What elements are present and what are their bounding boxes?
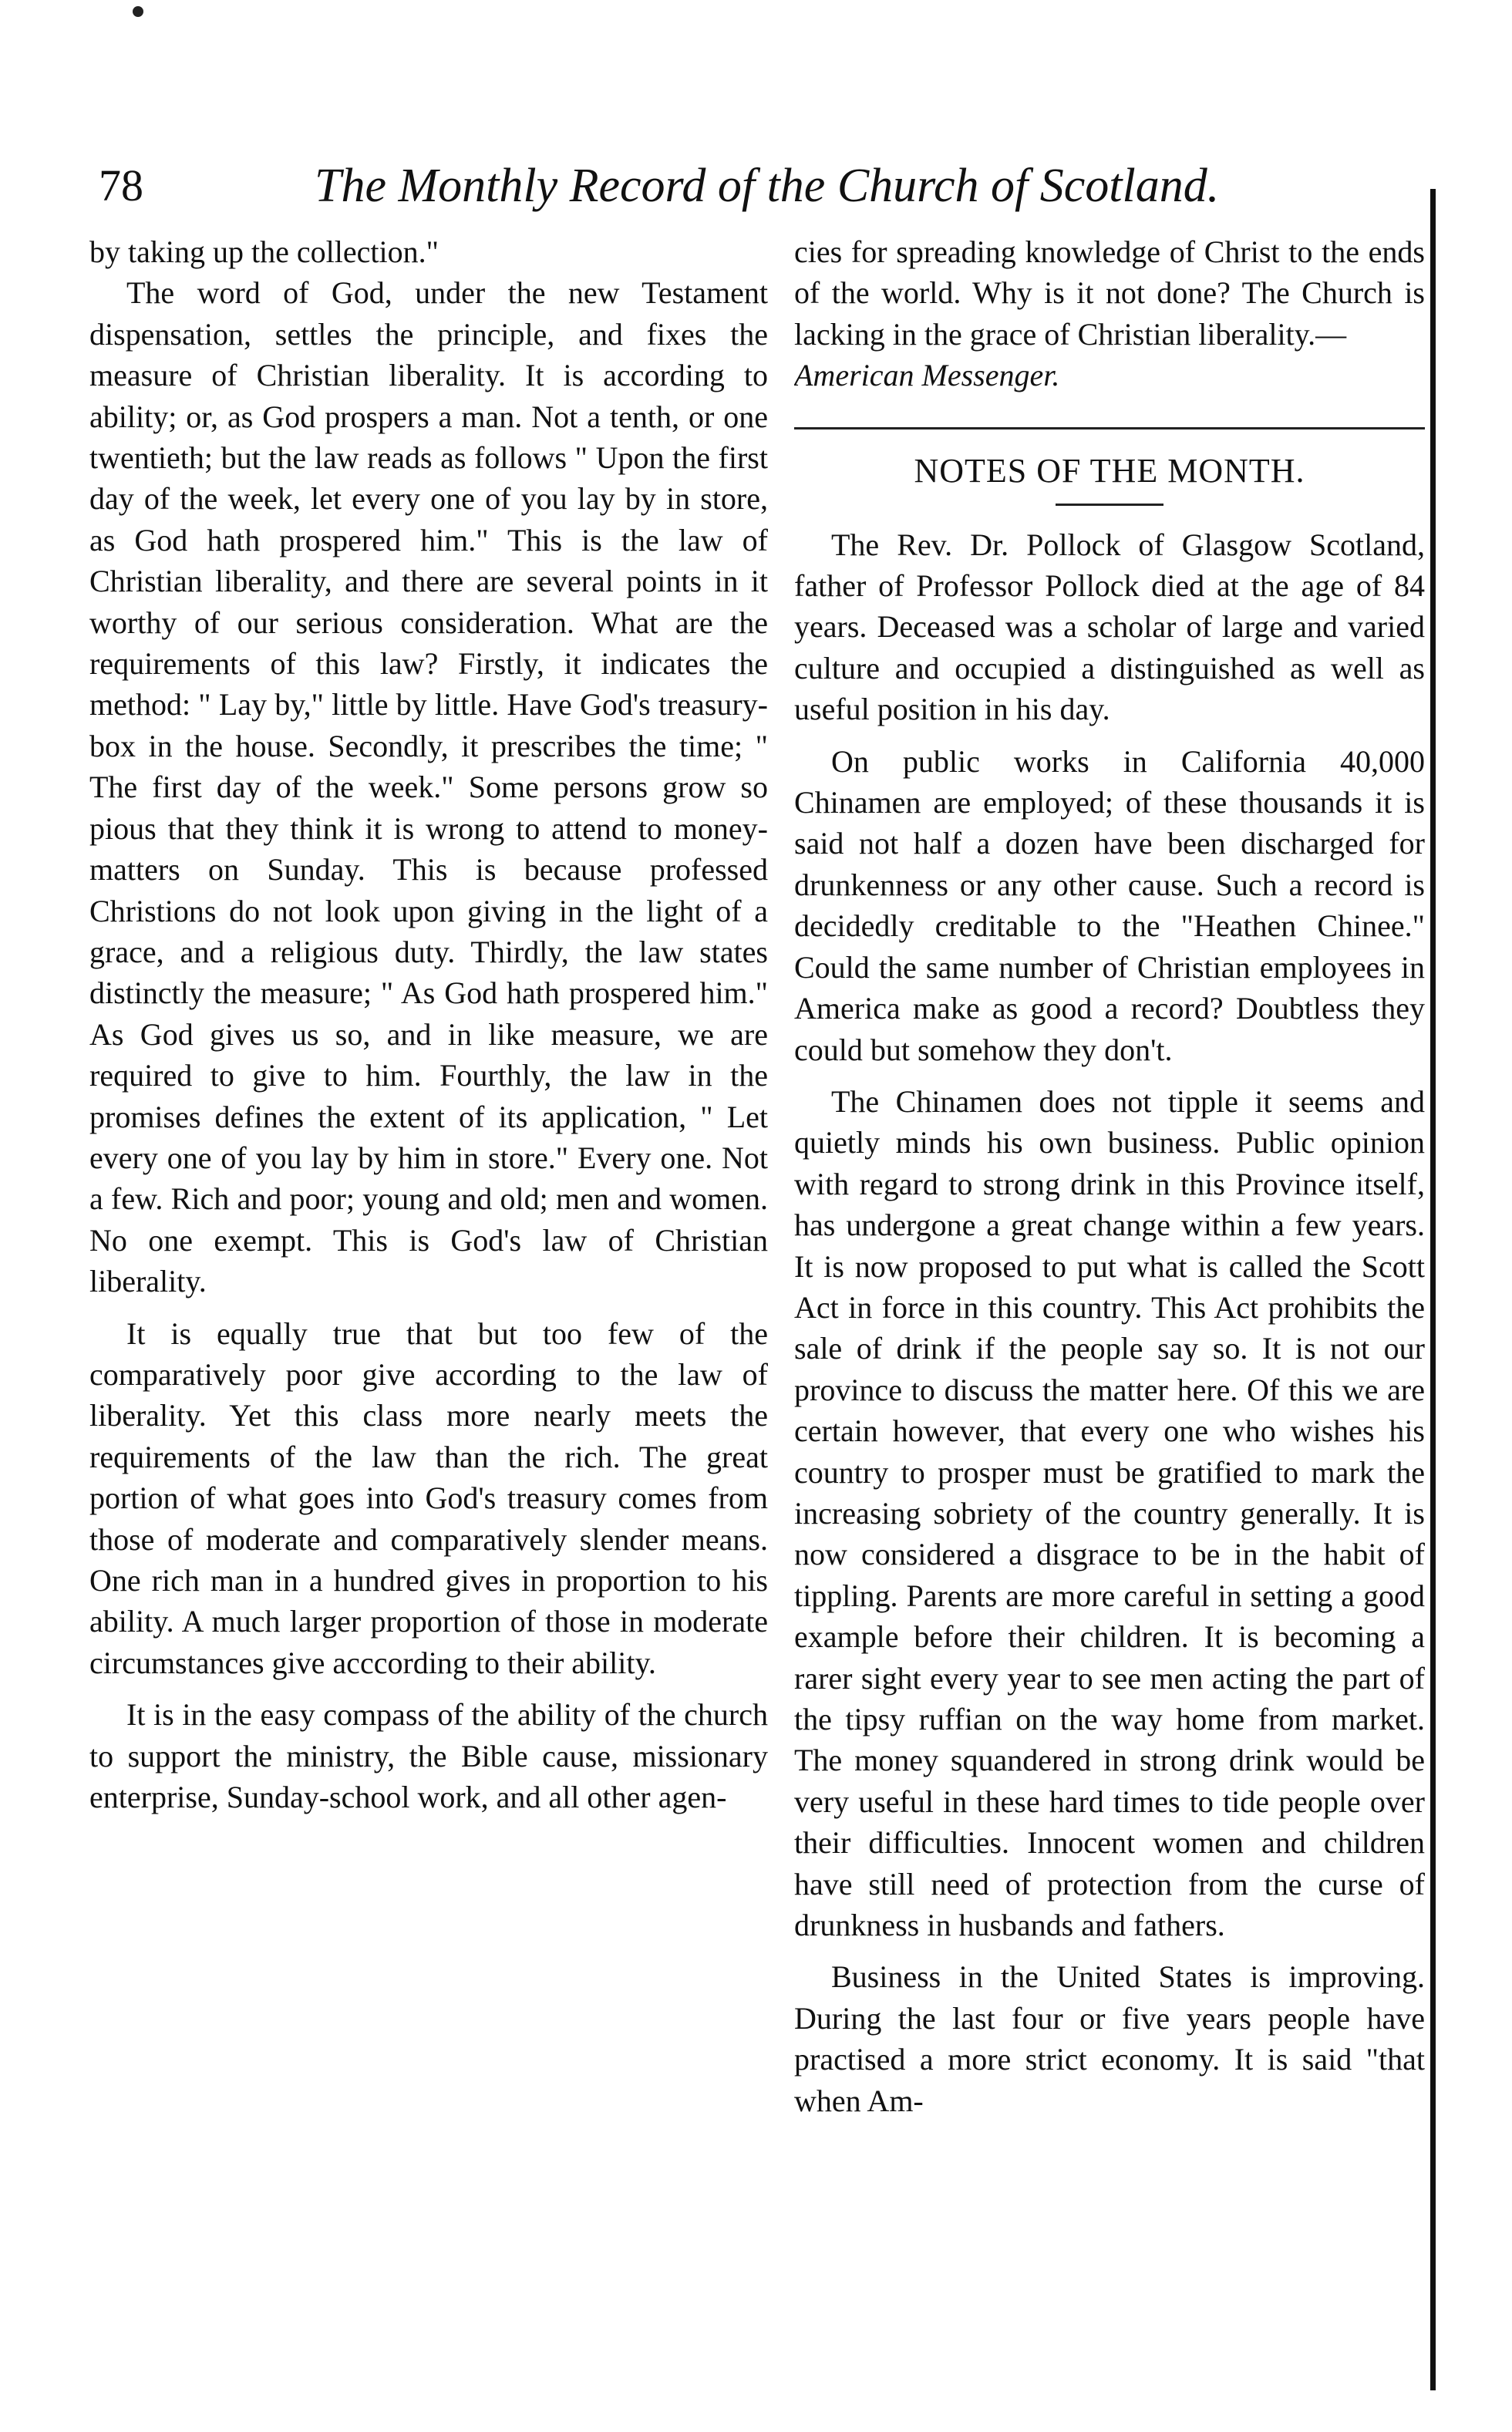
paragraph: The word of God, under the new Testament dispensation, settles the principle, and fixes the measure of Christian liberality. It is according to ability; or, as God prospers a man. Not a tenth, or one twentieth; but the law reads as follows " Upon the first day of the week, let every one of you lay by in store, as God hath prospered him." This is the law of Christian liberality, and there are several points in it worthy of our serious consideration. What are the requirements of this law? Firstly, it indicates the method: " Lay by," little by little. Have God's treasury-box in the house. Secondly, it prescribes the time; " The first day of the week." Some persons grow so pious that they think it is wrong to attend to money-matters on Sunday. This is because professed Christions do not look upon giving in the light of a grace, and a religious duty. Thirdly, the law states distinctly the measure; " As God hath prospered him." As God gives us so, and in like measure, we are required to give to him. Fourthly, the law in the promises defines the extent of its application, " Let every one of you lay by him in store." Every one. Not a few. Rich and poor; young and old; men and women. No one exempt. This is God's law of Christian liberality. (89, 275, 768, 1299)
paragraph: The Rev. Dr. Pollock of Glasgow Scotland, father of Professor Pollock died at the age of 84 years. Deceased was a scholar of large and varied culture and occupied a distinguished as well as useful position in his day. (794, 527, 1425, 727)
section-heading: NOTES OF THE MONTH. (914, 451, 1305, 490)
continuation-paragraph: cies for spreading knowledge of Christ to the ends of the world. Why is it not done? The Church is lacking in the grace of Christian liberality.— (794, 234, 1425, 352)
left-column (89, 231, 768, 1817)
page-header (99, 158, 1302, 220)
ink-speck (133, 6, 143, 17)
paragraph: by taking up the collection." (89, 234, 439, 269)
paragraph: The Chinamen does not tipple it seems and quietly minds his own business. Public opinion with regard to strong drink in this Province itself, has undergone a great change within a few years. It is now proposed to put what is called the Scott Act in force in this country. This Act prohibits the sale of drink if the people say so. It is not our province to discuss the matter here. Of this we are certain however, that every one who wishes his country to prosper must be gratified to mark the increasing sobriety of the country generally. It is now considered a disgrace to be in the habit of tippling. Parents are more careful in setting a good example before their children. It is becoming a rarer sight every year to see men acting the part of the tipsy ruffian on the way home from market. The money squandered in strong drink would be very useful in these hard times to tide people over their difficulties. Innocent women and children have still need of protection from the curse of drunkness in husbands and fathers. (794, 1083, 1425, 1943)
source-attribution: American Messenger. (794, 358, 1060, 393)
paragraph: On public works in California 40,000 Chinamen are employed; of these thousands it is said not half a dozen have been discharged for drunkenness or any other cause. Such a record is decidedly creditable to the "Heathen Chinee." Could the same number of Christian employees in America make as good a record? Doubtless they could but somehow they don't. (794, 743, 1425, 1067)
page-number: 78 (99, 160, 143, 211)
paragraph: It is in the easy compass of the ability of the church to support the ministry, the Bible cause, missionary enterprise, Sunday-school work, and all other agen- (89, 1697, 768, 1815)
running-title: The Monthly Record of the Church of Scotland. (315, 160, 1220, 212)
heading-underline (1056, 504, 1163, 506)
right-margin-rule (1430, 189, 1436, 2390)
paragraph: Business in the United States is improving. During the last four or five years people have practised a more strict economy. It is said "that when Am- (794, 1959, 1425, 2118)
right-column (794, 231, 1425, 2121)
paragraph: It is equally true that but too few of the comparatively poor give according to the law of liberality. Yet this class more nearly meets the requirements of the law than the rich. The great portion of what goes into God's treasury comes from those of moderate and comparatively slender means. One rich man in a hundred gives in proportion to his ability. A much larger proportion of those in moderate circumstances give acccording to their ability. (89, 1315, 768, 1680)
section-divider (794, 427, 1425, 429)
